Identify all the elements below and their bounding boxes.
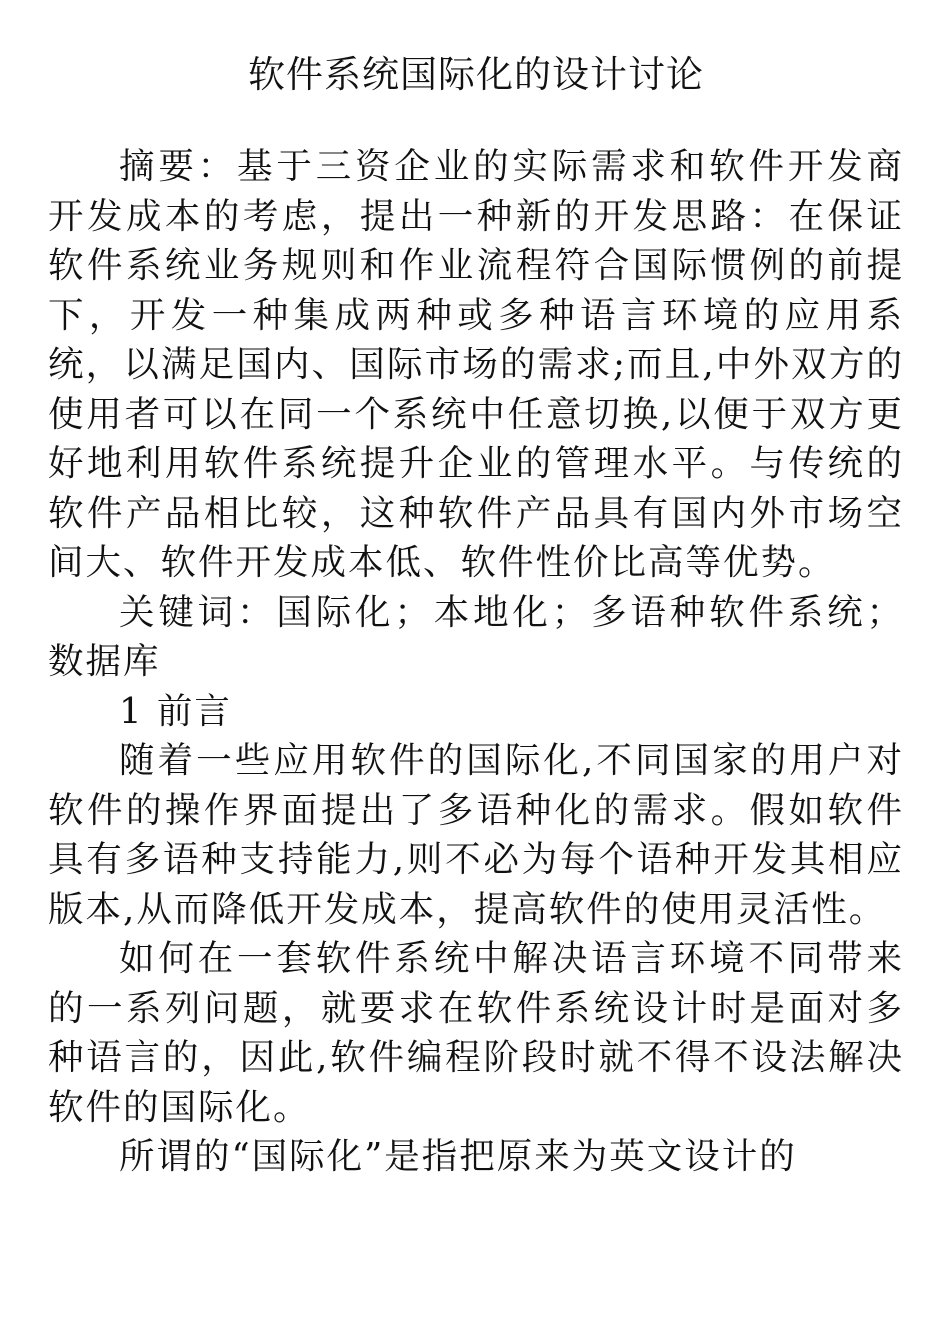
body-paragraph-2: 如何在一套软件系统中解决语言环境不同带来的一系列问题，就要求在软件系统设计时是面对多种语言的，因此,软件编程阶段时就不得不设法解决软件的国际化。 [48,938,904,1128]
body-paragraph-3: 所谓的“国际化”是指把原来为英文设计的 [119,1136,797,1177]
document-page [48,48,904,1182]
abstract-paragraph: 摘要：基于三资企业的实际需求和软件开发商开发成本的考虑，提出一种新的开发思路：在保证软件系统业务规则和作业流程符合国际惯例的前提下，开发一种集成两种或多种语言环境的应用系统，以满足国内、国际市场的需求;而且,中外双方的使用者可以在同一个系统中任意切换,以便于双方更好地利用软件系统提升企业的管理水平。与传统的软件产品相比较，这种软件产品具有国内外市场空间大、软件开发成本低、软件性价比高等优势。 [48,146,904,583]
body-paragraph-1: 随着一些应用软件的国际化,不同国家的用户对软件的操作界面提出了多语种化的需求。假如软件具有多语种支持能力,则不必为每个语种开发其相应版本,从而降低开发成本，提高软件的使用灵活性。 [48,740,904,930]
document-title: 软件系统国际化的设计讨论 [248,53,704,96]
section-heading-intro: 1 前言 [119,690,232,732]
keywords-paragraph: 关键词：国际化；本地化；多语种软件系统；数据库 [48,591,904,682]
